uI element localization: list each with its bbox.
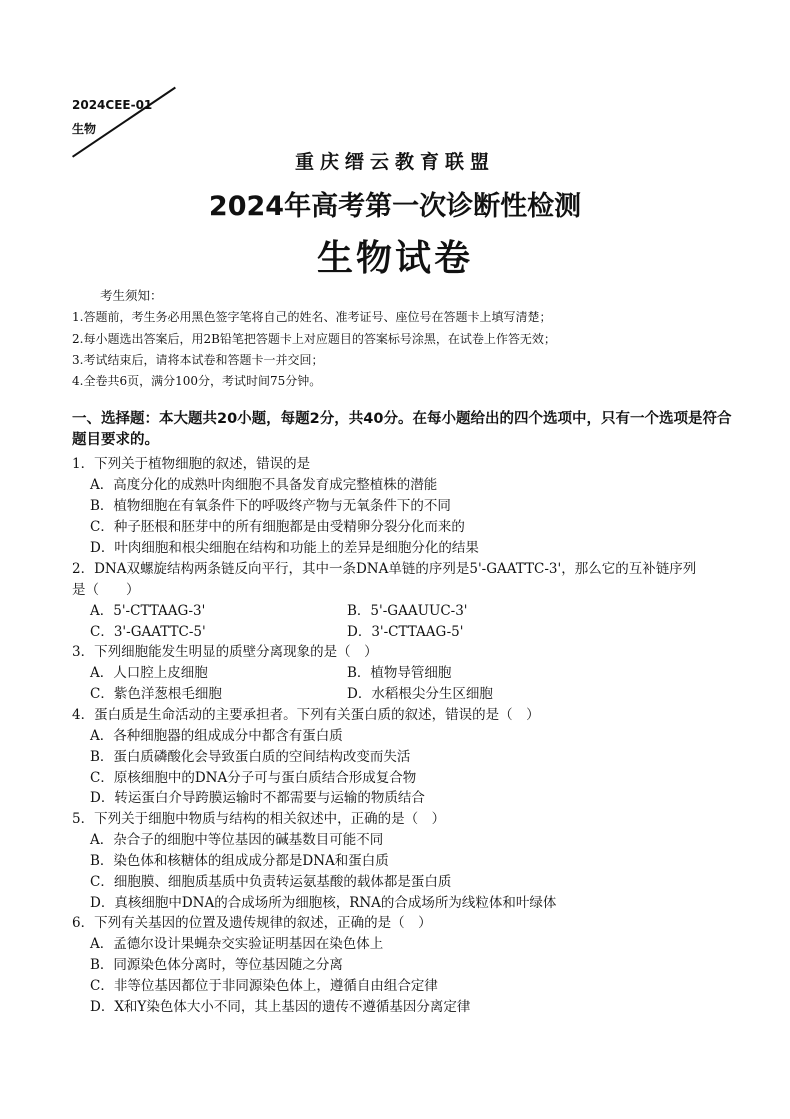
answer-option: D．转运蛋白介导跨膜运输时不都需要与运输的物质结合 (90, 790, 425, 806)
exam-title: 2024年高考第一次诊断性检测 (208, 191, 582, 222)
question-stem: 6．下列有关基因的位置及遗传规律的叙述，正确的是（ ） (72, 915, 432, 931)
exam-code: 2024CEE-01 (72, 98, 153, 112)
question-stem: 5．下列关于细胞中物质与结构的相关叙述中，正确的是（ ） (72, 811, 446, 827)
question-stem: 2．DNA双螺旋结构两条链反向平行，其中一条DNA单链的序列是5'-GAATTC-3'，那么它的互补链序列 (72, 561, 697, 577)
answer-option: C．细胞膜、细胞质基质中负责转运氨基酸的载体都是蛋白质 (90, 874, 452, 890)
question-stem: 1．下列关于植物细胞的叙述，错误的是 (72, 456, 311, 472)
note-item: 4.全卷共6页，满分100分，考试时间75分钟。 (72, 374, 322, 388)
answer-option: A．5'-CTTAAG-3' (90, 603, 206, 619)
organization-title: 重庆缙云教育联盟 (294, 151, 495, 173)
answer-option: D．3'-CTTAAG-5' (347, 624, 464, 640)
answer-option: B．同源染色体分离时，等位基因随之分离 (90, 957, 343, 973)
question-stem-continuation: 是（ ） (72, 582, 140, 598)
answer-option: A．人口腔上皮细胞 (90, 665, 208, 681)
question-stem: 3．下列细胞能发生明显的质壁分离现象的是（ ） (72, 644, 378, 660)
note-item: 1.答题前，考生务必用黑色签字笔将自己的姓名、准考证号、座位号在答题卡上填写清楚； (72, 310, 552, 324)
answer-option: B．植物导管细胞 (347, 665, 452, 681)
answer-option: C．紫色洋葱根毛细胞 (90, 686, 222, 702)
answer-option: C．原核细胞中的DNA分子可与蛋白质结合形成复合物 (90, 770, 417, 786)
note-item: 2.每小题选出答案后，用2B铅笔把答题卡上对应题目的答案标号涂黑，在试卷上作答无效； (72, 332, 556, 346)
answer-option: A．各种细胞器的组成成分中都含有蛋白质 (90, 728, 343, 744)
answer-option: A．高度分化的成熟叶肉细胞不具备发育成完整植株的潜能 (90, 477, 438, 493)
subject-title: 生物试卷 (316, 238, 473, 279)
notes-title: 考生须知： (100, 288, 163, 303)
answer-option: B．蛋白质磷酸化会导致蛋白质的空间结构改变而失活 (90, 749, 411, 765)
note-item: 3.考试结束后，请将本试卷和答题卡一并交回； (72, 353, 324, 367)
section-heading: 一、选择题：本大题共20小题，每题2分，共40分。在每小题给出的四个选项中，只有一个选项是符合题目要求的。 (72, 411, 732, 448)
answer-option: B．5'-GAAUUC-3' (347, 603, 468, 619)
answer-option: C．种子胚根和胚芽中的所有细胞都是由受精卵分裂分化而来的 (90, 519, 465, 535)
answer-option: B．植物细胞在有氧条件下的呼吸终产物与无氧条件下的不同 (90, 498, 451, 514)
answer-option: D．水稻根尖分生区细胞 (347, 686, 493, 702)
question-stem: 4．蛋白质是生命活动的主要承担者。下列有关蛋白质的叙述，错误的是（ ） (72, 707, 540, 723)
answer-option: D．真核细胞中DNA的合成场所为细胞核，RNA的合成场所为线粒体和叶绿体 (90, 895, 557, 911)
answer-option: A．孟德尔设计果蝇杂交实验证明基因在染色体上 (90, 936, 384, 952)
answer-option: C．3'-GAATTC-5' (90, 624, 206, 640)
corner-subject: 生物 (72, 122, 97, 136)
answer-option: D．X和Y染色体大小不同，其上基因的遗传不遵循基因分离定律 (90, 999, 471, 1015)
answer-option: A．杂合子的细胞中等位基因的碱基数目可能不同 (90, 832, 384, 848)
answer-option: D．叶肉细胞和根尖细胞在结构和功能上的差异是细胞分化的结果 (90, 540, 479, 556)
answer-option: C．非等位基因都位于非同源染色体上，遵循自由组合定律 (90, 978, 438, 994)
answer-option: B．染色体和核糖体的组成成分都是DNA和蛋白质 (90, 853, 389, 869)
